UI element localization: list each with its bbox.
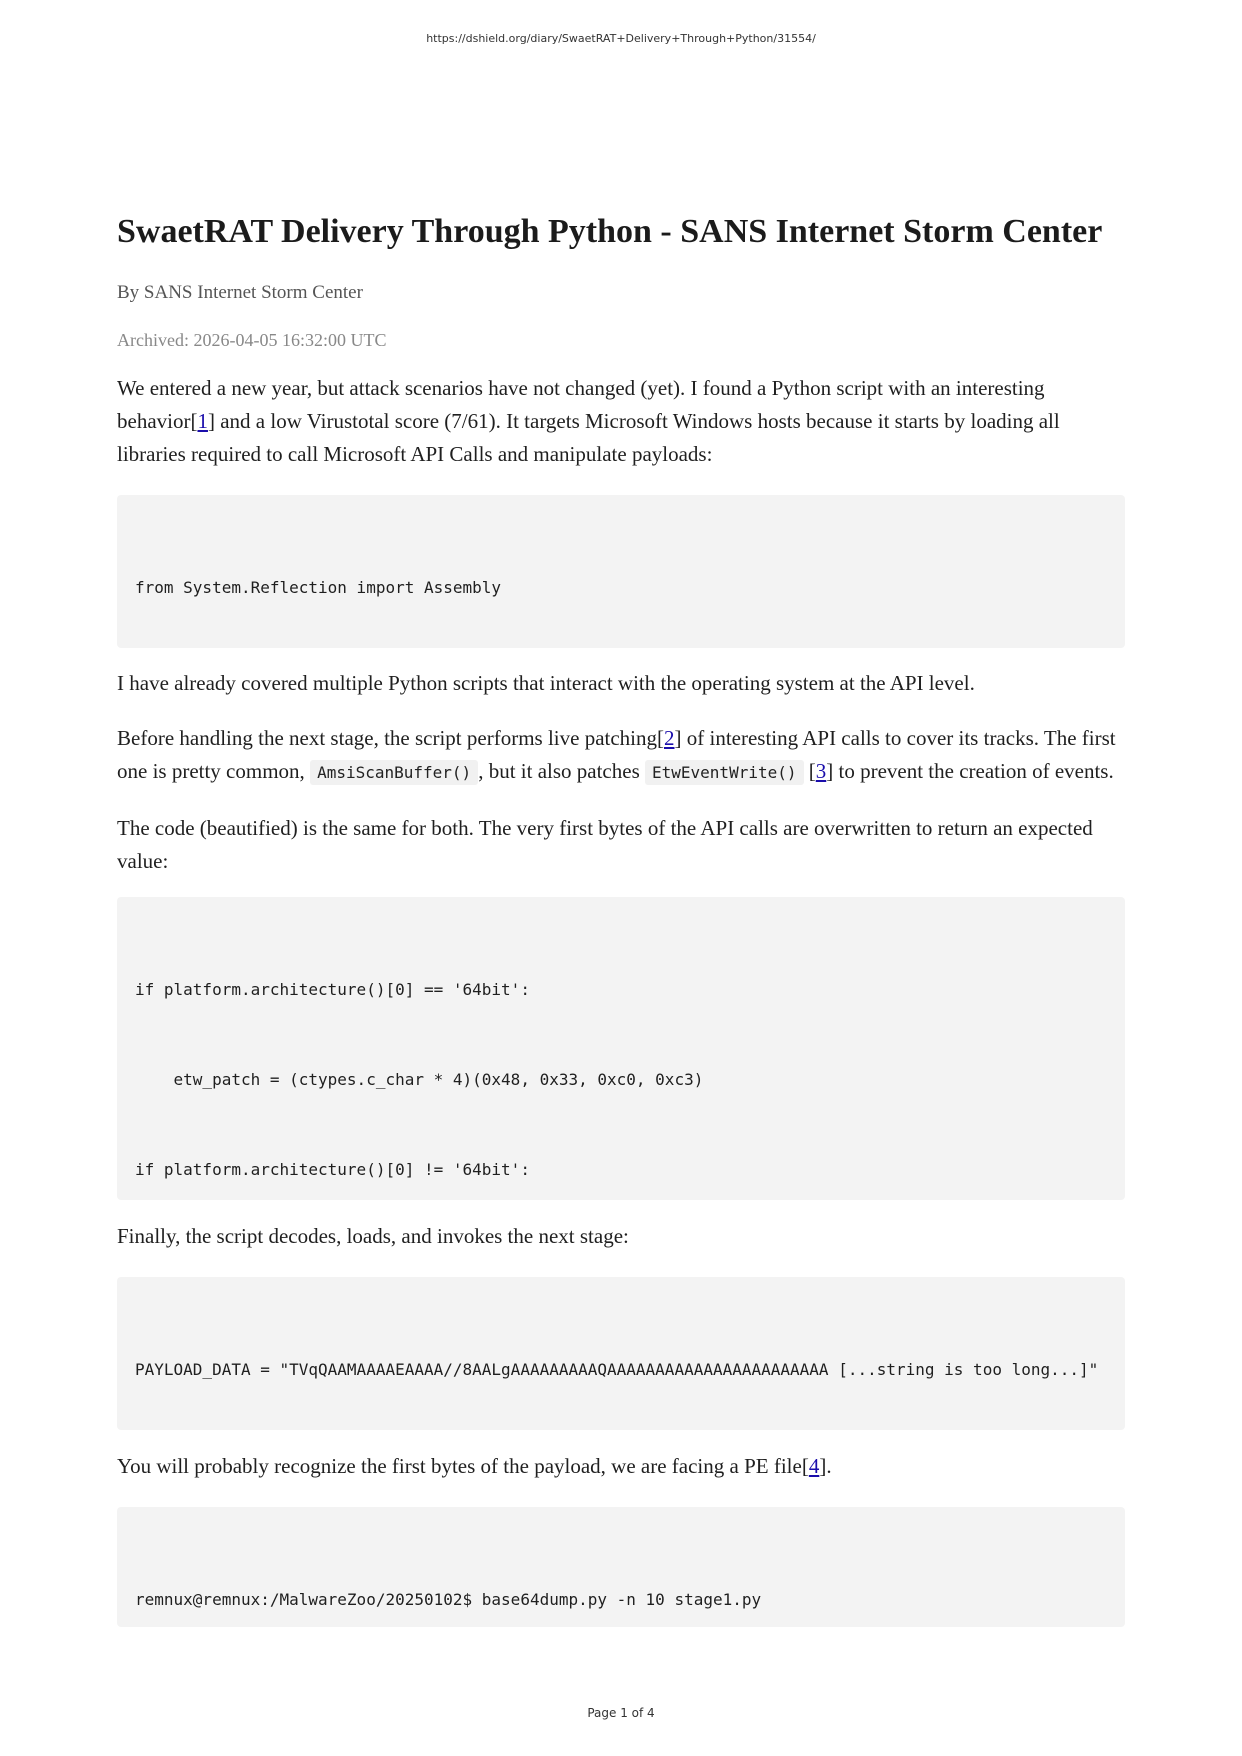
paragraph-next-stage: Finally, the script decodes, loads, and invokes the next stage: xyxy=(117,1224,629,1248)
code-line: remnux@remnux:/MalwareZoo/20250102$ base64dump.py -n 10 stage1.py xyxy=(135,1590,762,1609)
code-block-base64dump xyxy=(117,1507,1125,1627)
code-block-etw-patch xyxy=(117,897,1125,1200)
inline-code-amsiscanbuffer: AmsiScanBuffer() xyxy=(310,760,478,785)
article-byline: By SANS Internet Storm Center xyxy=(117,282,363,303)
reference-link-1[interactable]: 1 xyxy=(197,409,208,433)
code-block-imports xyxy=(117,495,1125,648)
article-title: SwaetRAT Delivery Through Python - SANS Internet Storm Center xyxy=(117,213,1103,250)
paragraph-pe-file: You will probably recognize the first bytes of the payload, we are facing a PE file[4]. xyxy=(117,1454,832,1478)
reference-link-3[interactable]: 3 xyxy=(815,759,827,783)
page-number: Page 1 of 4 xyxy=(587,1706,655,1720)
archived-timestamp: Archived: 2026-04-05 16:32:00 UTC xyxy=(117,330,387,350)
reference-link-4[interactable]: 4 xyxy=(808,1454,820,1478)
paragraph-intro: We entered a new year, but attack scenarios have not changed (yet). I found a Python script with an interesting behavior[1] and a low Virustotal score (7/61). It targets Microsoft Windows hosts because it starts by loading all libraries required to call Microsoft API Calls and manipulate payloads: xyxy=(117,376,1060,466)
page-url: https://dshield.org/diary/SwaetRAT+Delivery+Through+Python/31554/ xyxy=(426,32,816,45)
paragraph-api-level: I have already covered multiple Python scripts that interact with the operating system at the API level. xyxy=(117,671,975,695)
reference-link-2[interactable]: 2 xyxy=(664,726,675,750)
paragraph-live-patching: Before handling the next stage, the script performs live patching[2] of interesting API calls to cover its tracks. The first one is pretty common, AmsiScanBuffer() , but it also patches EtwEventWrite() [3] to prevent the creation of events. xyxy=(117,726,1116,783)
code-line: PAYLOAD_DATA = "TVqQAAMAAAAEAAAA//8AALgAAAAAAAAAQAAAAAAAAAAAAAAAAAAAAAAA [...string is too long...]" xyxy=(135,1360,1099,1379)
code-line: if platform.architecture()[0] == '64bit': xyxy=(135,980,530,999)
paragraph-beautified: The code (beautified) is the same for both. The very first bytes of the API calls are overwritten to return an expected value: xyxy=(117,816,1093,873)
code-block-payload xyxy=(117,1277,1125,1430)
inline-code-etweventwrite: EtwEventWrite() xyxy=(645,760,804,785)
code-line: from System.Reflection import Assembly xyxy=(135,578,502,597)
code-line: if platform.architecture()[0] != '64bit': xyxy=(135,1160,530,1179)
code-line: etw_patch = (ctypes.c_char * 4)(0x48, 0x33, 0xc0, 0xc3) xyxy=(135,1070,704,1089)
